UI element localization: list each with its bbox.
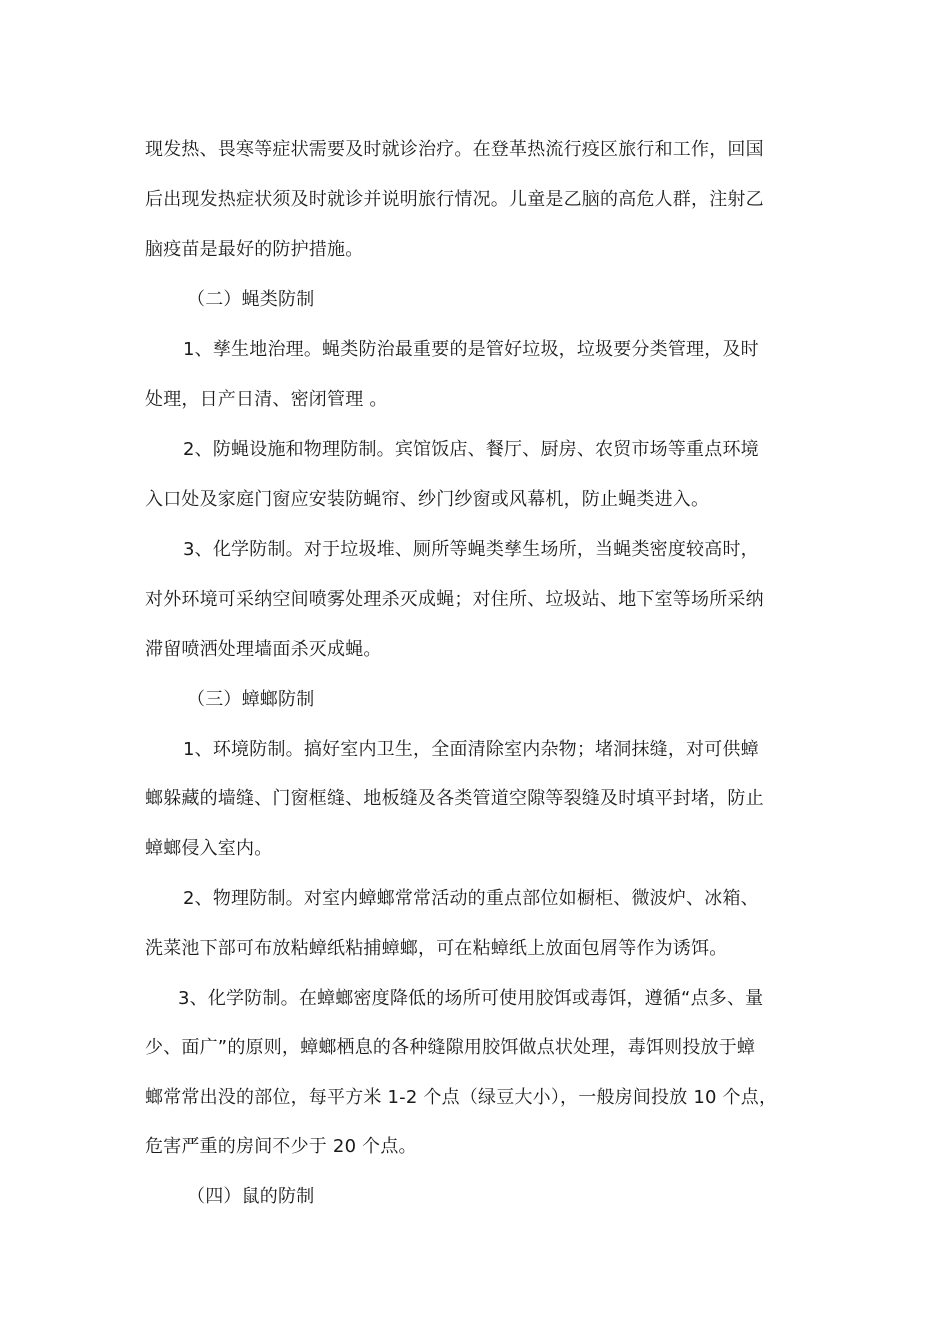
- section-heading-fly-control: （二）蝇类防制: [187, 289, 315, 310]
- paragraph-line: 3、化学防制。对于垃圾堆、厕所等蝇类孳生场所，当蝇类密度较高时，: [183, 539, 759, 560]
- paragraph-line: 处理，日产日清、密闭管理 。: [145, 389, 388, 410]
- paragraph-line: 1、孳生地治理。蝇类防治最重要的是管好垃圾，垃圾要分类管理，及时: [183, 339, 759, 360]
- paragraph-line: 洗菜池下部可布放粘蟑纸粘捕蟑螂，可在粘蟑纸上放面包屑等作为诱饵。: [145, 938, 728, 959]
- paragraph-line: 脑疫苗是最好的防护措施。: [145, 239, 364, 260]
- paragraph-line: 3、化学防制。在蟑螂密度降低的场所可使用胶饵或毒饵，遵循“点多、量: [178, 988, 764, 1009]
- paragraph-line: 现发热、畏寒等症状需要及时就诊治疗。在登革热流行疫区旅行和工作，回国: [145, 139, 764, 160]
- paragraph-line: 2、防蝇设施和物理防制。宾馆饭店、餐厅、厨房、农贸市场等重点环境: [183, 439, 759, 460]
- paragraph-line: 螂常常出没的部位，每平方米 1-2 个点（绿豆大小），一般房间投放 10 个点，: [145, 1087, 778, 1108]
- paragraph-line: 后出现发热症状须及时就诊并说明旅行情况。儿童是乙脑的高危人群，注射乙: [145, 189, 764, 210]
- section-heading-rodent-control: （四）鼠的防制: [187, 1186, 315, 1207]
- paragraph-line: 对外环境可采纳空间喷雾处理杀灭成蝇；对住所、垃圾站、地下室等场所采纳: [145, 589, 764, 610]
- paragraph-line: 蟑螂侵入室内。: [145, 838, 273, 859]
- paragraph-line: 入口处及家庭门窗应安装防蝇帘、纱门纱窗或风幕机，防止蝇类进入。: [145, 489, 710, 510]
- paragraph-line: 1、环境防制。搞好室内卫生，全面清除室内杂物；堵洞抹缝，对可供蟑: [183, 739, 759, 760]
- paragraph-line: 2、物理防制。对室内蟑螂常常活动的重点部位如橱柜、微波炉、冰箱、: [183, 888, 759, 909]
- paragraph-line: 滞留喷洒处理墙面杀灭成蝇。: [145, 639, 382, 660]
- paragraph-line: 少、面广”的原则，蟑螂栖息的各种缝隙用胶饵做点状处理，毒饵则投放于蟑: [145, 1037, 756, 1058]
- paragraph-line: 螂躲藏的墙缝、门窗框缝、地板缝及各类管道空隙等裂缝及时填平封堵，防止: [145, 788, 764, 809]
- section-heading-cockroach-control: （三）蟑螂防制: [187, 689, 315, 710]
- paragraph-line: 危害严重的房间不少于 20 个点。: [145, 1136, 417, 1157]
